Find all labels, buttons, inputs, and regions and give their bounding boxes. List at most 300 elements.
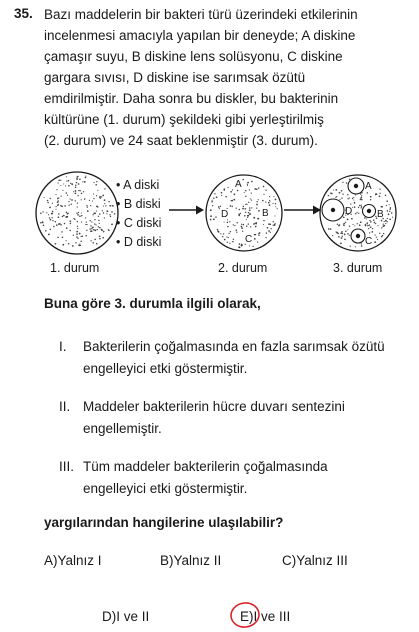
bacteria-dot [354,206,356,208]
bacteria-dot [220,206,221,207]
bacteria-dot [339,224,340,225]
bacteria-dot [78,212,79,213]
bacteria-dot [77,228,78,229]
question-stem [44,4,358,151]
statement-text [83,336,385,379]
bacteria-dot [236,208,237,209]
bacteria-dot [373,219,375,221]
option-a[interactable] [44,553,102,568]
bacteria-dot [96,210,97,211]
bacteria-dot [227,226,229,228]
bacteria-dot [76,177,78,179]
bacteria-dot [247,215,249,217]
bacteria-dot [221,195,222,196]
statement-number: I. [59,339,67,354]
bacteria-dot [388,213,390,215]
bacteria-dot [270,224,272,226]
option-d[interactable] [102,609,149,624]
bacteria-dot [275,203,276,204]
bacteria-dot [64,223,66,225]
bacteria-dot [99,196,100,197]
bacteria-dot [90,231,91,232]
bacteria-dot [220,233,221,234]
bacteria-dot [104,199,106,201]
bacteria-dot [347,219,349,221]
bacteria-dot [92,201,93,202]
bacteria-dot [76,212,77,213]
option-c[interactable] [282,553,348,568]
bacteria-dot [366,222,368,224]
bacteria-dot [255,226,256,228]
bacteria-dot [222,236,223,237]
bacteria-dot [66,227,68,229]
bacteria-dot [67,213,68,214]
bacteria-dot [256,204,258,206]
option-letter: E) [240,609,254,624]
bacteria-dot [263,194,264,195]
bacteria-dot [78,190,79,191]
bacteria-dot [80,245,81,246]
disc-label-a: A [235,179,242,190]
bacteria-dot [61,231,63,233]
bacteria-dot [228,187,229,188]
bacteria-dot [355,213,356,214]
bacteria-dot [57,182,58,183]
bacteria-dot [254,238,256,240]
bacteria-dot [96,243,98,245]
bacteria-dot [91,221,92,222]
bacteria-dot [52,217,53,218]
bacteria-dot [99,235,101,237]
bacteria-dot [62,216,63,217]
disc-label-d: D [345,206,353,217]
bacteria-dot [62,190,63,191]
bacteria-dot [56,224,58,226]
petri-dish-1 [36,172,118,254]
bacteria-dot [384,221,385,222]
bacteria-dot [81,236,83,238]
bacteria-dot [251,181,253,183]
bacteria-dot [246,219,247,220]
bacteria-dot [382,235,383,236]
bacteria-dot [49,207,51,209]
bacteria-dot [52,203,53,204]
bacteria-dot [58,216,60,218]
bacteria-dot [241,245,243,247]
bacteria-dot [213,218,215,220]
bacteria-dot [235,229,237,231]
bacteria-dot [77,176,79,178]
bacteria-dot [48,214,49,215]
bacteria-dot [66,216,68,218]
bacteria-dot [249,207,251,209]
bacteria-dot [243,224,245,226]
bacteria-dot [370,226,372,228]
bacteria-dot [96,181,97,182]
bacteria-dot [85,176,86,177]
bacteria-dot [99,223,100,224]
bacteria-dot [369,224,371,226]
bacteria-dot [58,223,60,225]
disc-label-a: A [365,181,372,192]
bacteria-dot [389,218,391,220]
bacteria-dot [50,219,52,221]
question-end: yargılarından hangilerine ulaşılabilir? [44,515,284,530]
bacteria-dot [233,199,235,201]
bacteria-dot [94,213,96,215]
bacteria-dot [106,213,107,214]
bacteria-dot [383,233,384,234]
bacteria-dot [212,205,213,206]
bacteria-dot [58,197,59,198]
bacteria-dot [85,177,86,178]
bacteria-dot [330,193,331,194]
bacteria-dot [355,194,356,195]
bacteria-dot [340,199,341,200]
bacteria-dot [328,228,330,230]
bacteria-dot [270,228,271,229]
bacteria-dot [331,193,333,195]
bacteria-dot [89,228,91,230]
bacteria-dot [365,225,367,227]
bacteria-dot [392,217,393,218]
bacteria-dot [83,191,84,192]
bacteria-dot [77,214,79,216]
bacteria-dot [275,199,277,201]
bacteria-dot [367,225,368,226]
bacteria-dot [387,221,388,222]
statement-line: engellemiştir. [83,420,162,436]
bacteria-dot [43,225,45,227]
bacteria-dot [108,230,109,231]
arrow-icon [169,206,204,215]
bacteria-dot [63,215,65,217]
bacteria-dot [386,205,387,206]
bacteria-dot [258,187,260,189]
bacteria-dot [344,239,346,241]
bacteria-dot [73,235,74,236]
bacteria-dot [269,204,271,206]
bacteria-dot [107,211,108,212]
bacteria-dot [390,209,391,210]
bacteria-dot [379,193,380,194]
bacteria-dot [226,237,227,238]
bacteria-dot [71,199,73,201]
bacteria-dot [90,205,91,206]
bacteria-dot [361,245,363,247]
bacteria-dot [81,221,82,222]
bacteria-dot [231,206,232,207]
bacteria-dot [350,245,351,246]
bacteria-dot [355,246,356,247]
bacteria-dot [99,227,100,228]
bacteria-dot [104,217,105,218]
bacteria-dot [247,217,248,218]
bacteria-dot [76,233,78,235]
option-b[interactable] [160,553,221,568]
bacteria-dot [390,207,392,209]
bacteria-dot [99,213,101,215]
bacteria-dot [249,213,250,214]
bacteria-dot [383,223,384,224]
bacteria-dot [268,202,270,204]
bacteria-dot [379,195,381,197]
legend-item-d: • D diski [116,235,162,249]
bacteria-dot [241,224,242,225]
bacteria-dot [230,191,232,193]
bacteria-dot [391,212,393,214]
bacteria-dot [389,204,390,205]
bacteria-dot [263,224,264,225]
bacteria-dot [247,184,248,185]
bacteria-dot [75,200,76,201]
bacteria-dot [386,200,388,202]
bacteria-dot [371,231,373,233]
bacteria-dot [40,213,42,215]
bacteria-dot [238,215,240,217]
statement-number: II. [59,399,71,414]
bacteria-dot [46,212,47,213]
bacteria-dot [96,195,97,196]
bacteria-dot [81,215,82,216]
bacteria-dot [275,206,276,207]
bacteria-dot [50,229,52,231]
bacteria-dot [98,220,99,221]
bacteria-dot [94,219,95,220]
bacteria-dot [77,206,78,207]
bacteria-dot [104,188,105,189]
bacteria-dot [387,218,388,219]
bacteria-dot [98,226,99,227]
bacteria-dot [374,241,376,243]
bacteria-dot [263,186,265,188]
bacteria-dot [370,199,371,200]
bacteria-dot [227,222,229,224]
bacteria-dot [53,226,55,228]
bacteria-dot [75,185,76,186]
bacteria-dot [60,224,62,226]
experiment-figure [0,160,419,285]
bacteria-dot [342,233,343,234]
stem-line: emdirilmiştir. Daha sonra bu diskler, bu bakterinin [44,91,339,106]
bacteria-dot [78,244,80,246]
bacteria-dot [232,189,233,190]
bacteria-dot [343,223,344,224]
bacteria-dot [351,218,353,220]
bacteria-dot [253,223,255,225]
bacteria-dot [97,229,98,230]
bacteria-dot [232,241,234,243]
bacteria-dot [60,185,61,186]
dish-label-1: 1. durum [50,261,100,275]
bacteria-dot [353,197,354,198]
bacteria-dot [71,183,73,185]
statement-text [83,456,328,499]
dish-label-2: 2. durum [218,261,268,275]
bacteria-dot [42,211,43,212]
bacteria-dot [63,183,64,184]
bacteria-dot [51,213,52,214]
bacteria-dot [385,220,387,222]
bacteria-dot [269,201,270,202]
bacteria-dot [97,190,98,191]
bacteria-dot [341,237,343,239]
bacteria-dot [274,215,275,216]
bacteria-dot [375,194,376,195]
bacteria-dot [94,223,95,224]
bacteria-dot [212,200,213,201]
petri-dish-3 [320,175,396,251]
bacteria-dot [361,204,362,205]
bacteria-dot [81,212,82,213]
bacteria-dot [242,231,243,232]
bacteria-dot [250,198,251,199]
option-text: I ve II [116,609,150,624]
statement-text [83,396,345,439]
bacteria-dot [358,213,359,214]
bacteria-dot [90,225,91,226]
option-text: Yalnız II [173,553,222,568]
bacteria-dot [76,182,77,183]
bacteria-dot [234,193,236,195]
bacteria-dot [387,210,389,212]
bacteria-dot [87,207,88,208]
bacteria-dot [339,192,341,194]
bacteria-dot [345,222,346,223]
bacteria-dot [85,224,86,225]
bacteria-dot [62,244,64,246]
bacteria-dot [381,227,382,228]
bacteria-dot [98,216,99,217]
bacteria-dot [241,226,243,228]
bacteria-dot [93,193,94,194]
bacteria-dot [256,201,257,202]
answer-mark-circle [228,600,262,630]
bacteria-dot [366,218,367,219]
bacteria-dot [246,204,247,205]
bacteria-dot [256,188,258,190]
bacteria-dot [368,228,369,229]
bacteria-dot [92,227,93,228]
bacteria-dot [93,229,95,231]
bacteria-dot [245,212,246,213]
bacteria-dot [228,237,229,238]
bacteria-dot [87,210,89,212]
bacteria-dot [91,228,92,229]
bacteria-dot [353,199,354,200]
bacteria-dot [249,189,250,190]
bacteria-dot [109,214,110,215]
bacteria-dot [244,208,246,210]
bacteria-dot [68,201,69,202]
bacteria-dot [245,190,246,191]
bacteria-dot [215,216,216,217]
bacteria-dot [251,199,252,200]
bacteria-dot [76,231,78,233]
bacteria-dot [248,212,249,213]
bacteria-dot [244,215,246,217]
bacteria-dot [69,230,70,231]
bacteria-dot [377,225,378,226]
bacteria-dot [218,206,220,208]
bacteria-dot [250,226,251,227]
bacteria-dot [385,195,386,196]
disc-label-b: B [262,208,269,219]
bacteria-dot [258,218,259,219]
statement-line: Tüm maddeler bakterilerin çoğalmasında [83,459,328,474]
bacteria-dot [361,206,362,207]
bacteria-dot [241,227,243,229]
bacteria-dot [239,243,241,245]
bacteria-dot [263,220,264,221]
bacteria-dot [108,201,109,202]
bacteria-dot [210,219,211,220]
dish-label-3: 3. durum [333,261,383,275]
bacteria-dot [217,229,218,230]
bacteria-dot [258,210,260,212]
disc-label-c: C [245,234,253,245]
bacteria-dot [332,235,333,236]
bacteria-dot [225,196,227,198]
bacteria-dot [234,225,235,226]
bacteria-dot [272,203,273,204]
bacteria-dot [335,189,337,191]
bacteria-dot [265,237,266,238]
disc-legend [116,178,161,249]
bacteria-dot [347,194,348,195]
bacteria-dot [79,233,80,234]
bacteria-dot [347,233,349,235]
bacteria-dot [84,181,86,183]
bacteria-dot [60,180,61,181]
bacteria-dot [383,225,385,227]
bacteria-dot [93,198,94,199]
bacteria-dot [379,233,380,234]
bacteria-dot [360,198,362,200]
bacteria-dot [67,195,68,196]
bacteria-dot [239,209,241,211]
bacteria-dot [341,231,343,233]
bacteria-dot [369,220,370,221]
bacteria-dot [349,197,350,198]
bacteria-dot [350,204,351,205]
bacteria-dot [349,179,350,180]
bacteria-dot [352,198,354,200]
bacteria-dot [352,224,353,225]
bacteria-dot [55,243,57,245]
stem-line: (2. durum) ve 24 saat beklenmiştir (3. durum). [44,133,318,148]
bacteria-dot [210,215,212,217]
bacteria-dot [372,228,373,229]
bacteria-dot [96,224,97,225]
bacteria-dot [75,242,76,243]
bacteria-dot [248,223,249,224]
bacteria-dot [85,217,86,218]
bacteria-dot [379,189,380,190]
bacteria-dot [211,201,213,203]
statement-line: engelleyici etki göstermiştir. [83,480,248,496]
bacteria-dot [335,197,336,198]
bacteria-dot [65,185,66,186]
bacteria-dot [370,196,372,198]
bacteria-dot [256,207,257,208]
bacteria-dot [66,176,67,177]
bacteria-dot [254,234,256,236]
bacteria-dot [89,220,90,221]
bacteria-dot [252,246,253,247]
statement-line: Maddeler bakterilerin hücre duvarı sentezini [83,399,345,414]
bacteria-dot [95,230,97,232]
